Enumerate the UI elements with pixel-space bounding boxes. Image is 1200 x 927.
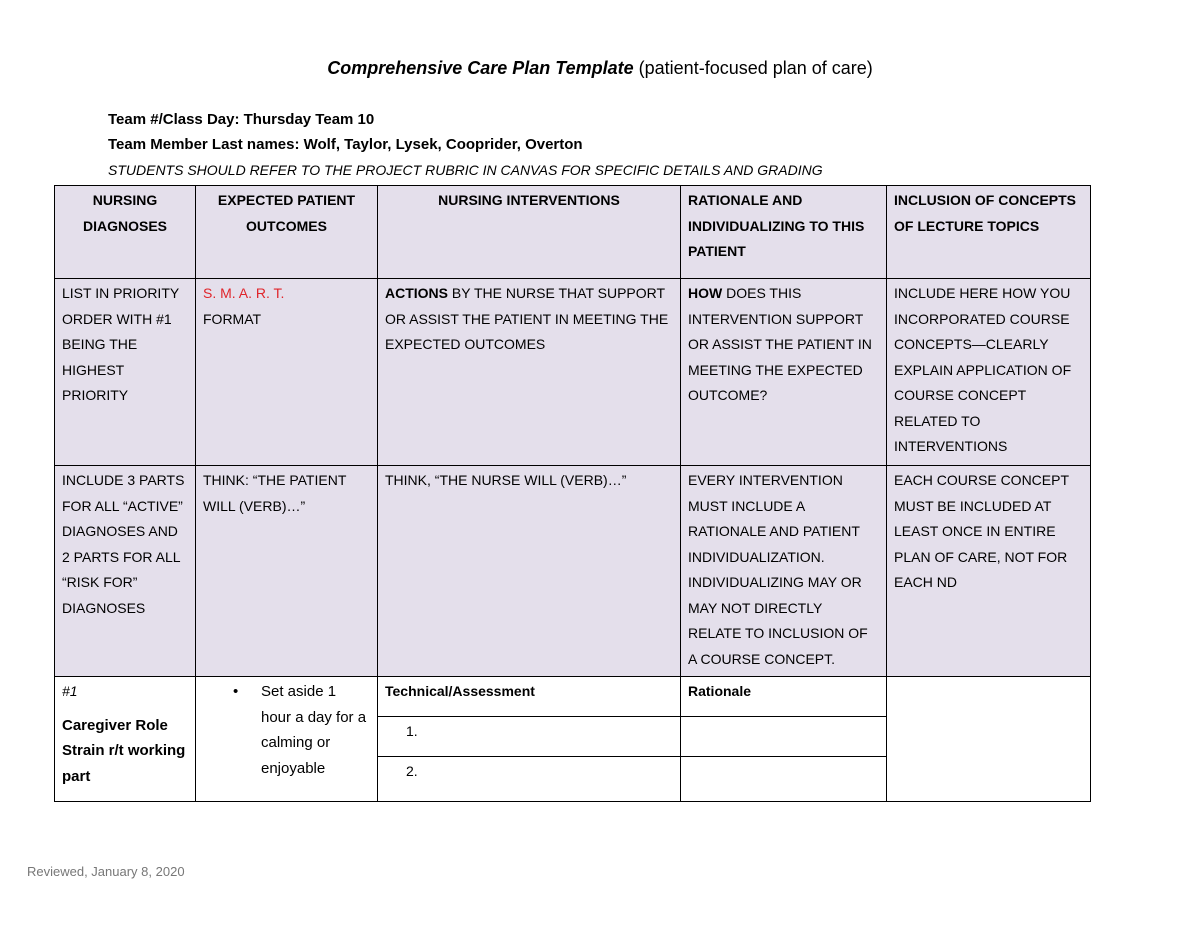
members-line: Team Member Last names: Wolf, Taylor, Lysek, Cooprider, Overton xyxy=(108,136,583,153)
how-text: DOES THIS INTERVENTION SUPPORT OR ASSIST THE PATIENT IN MEETING THE EXPECTED OUTCOME? xyxy=(688,285,872,403)
review-date: Reviewed, January 8, 2020 xyxy=(27,864,185,879)
interventions-cell xyxy=(378,677,681,802)
header-concepts: INCLUSION OF CONCEPTS OF LECTURE TOPICS xyxy=(887,186,1091,279)
guidance-interventions xyxy=(378,279,681,466)
intervention-2: 2. xyxy=(406,763,418,779)
document-title xyxy=(0,58,1200,79)
title-emphasis: Comprehensive Care Plan Template xyxy=(327,58,634,78)
header-nursing-diagnoses: NURSING DIAGNOSES xyxy=(55,186,196,279)
outcome-bullet-item xyxy=(203,679,370,781)
diagnosis-cell xyxy=(55,677,196,802)
format-label: FORMAT xyxy=(203,310,262,327)
concepts-cell xyxy=(887,677,1091,802)
header-expected-outcomes: EXPECTED PATIENT OUTCOMES xyxy=(196,186,378,279)
thinking-concepts: EACH COURSE CONCEPT MUST BE INCLUDED AT LEAST ONCE IN ENTIRE PLAN OF CARE, NOT FOR EACH ND xyxy=(887,466,1091,677)
guidance-outcomes xyxy=(196,279,378,466)
diagnosis-row-1 xyxy=(55,677,1091,802)
actions-text: BY THE NURSE THAT SUPPORT OR ASSIST THE PATIENT IN MEETING THE EXPECTED OUTCOMES xyxy=(385,285,669,352)
outcome-cell xyxy=(196,677,378,802)
team-line: Team #/Class Day: Thursday Team 10 xyxy=(108,111,375,128)
rationale-1 xyxy=(681,717,886,757)
outcome-text: Set aside 1 hour a day for a calming or enjoyable xyxy=(261,683,367,777)
actions-label: ACTIONS xyxy=(385,285,448,301)
diagnosis-text: Caregiver Role Strain r/t working part xyxy=(62,716,186,785)
header-nursing-interventions: NURSING INTERVENTIONS xyxy=(378,186,681,279)
rationale-2 xyxy=(681,757,886,797)
smart-label: S. M. A. R. T. xyxy=(203,285,285,301)
title-rest: (patient-focused plan of care) xyxy=(633,58,873,78)
thinking-rationale: EVERY INTERVENTION MUST INCLUDE A RATIONALE AND PATIENT INDIVIDUALIZATION. INDIVIDUALIZING MAY OR MAY NOT DIRECTLY RELATE TO INCLUSION OF A COURSE CONCEPT. xyxy=(681,466,887,677)
diagnosis-number: #1 xyxy=(62,683,78,699)
rationale-cell xyxy=(681,677,887,802)
thinking-row xyxy=(55,466,1091,677)
thinking-diagnoses: INCLUDE 3 PARTS FOR ALL “ACTIVE” DIAGNOSES AND 2 PARTS FOR ALL “RISK FOR” DIAGNOSES xyxy=(55,466,196,677)
guidance-rationale xyxy=(681,279,887,466)
instruction-line: STUDENTS SHOULD REFER TO THE PROJECT RUBRIC IN CANVAS FOR SPECIFIC DETAILS AND GRADING xyxy=(108,162,823,178)
header-row xyxy=(55,186,1091,279)
intervention-1: 1. xyxy=(378,717,680,757)
guidance-concepts: INCLUDE HERE HOW YOU INCORPORATED COURSE CONCEPTS—CLEARLY EXPLAIN APPLICATION OF COURSE CONCEPT RELATED TO INTERVENTIONS xyxy=(887,279,1091,466)
thinking-outcomes: THINK: “THE PATIENT WILL (VERB)…” xyxy=(196,466,378,677)
guidance-diagnoses: LIST IN PRIORITY ORDER WITH #1 BEING THE HIGHEST PRIORITY xyxy=(55,279,196,466)
interventions-heading: Technical/Assessment xyxy=(378,677,680,717)
guidance-row xyxy=(55,279,1091,466)
header-rationale: RATIONALE AND INDIVIDUALIZING TO THIS PATIENT xyxy=(681,186,887,279)
thinking-interventions: THINK, “THE NURSE WILL (VERB)…” xyxy=(378,466,681,677)
how-label: HOW xyxy=(688,285,723,301)
care-plan-table xyxy=(54,185,1091,802)
rationale-heading: Rationale xyxy=(681,677,886,717)
bullet-icon: • xyxy=(233,683,239,700)
